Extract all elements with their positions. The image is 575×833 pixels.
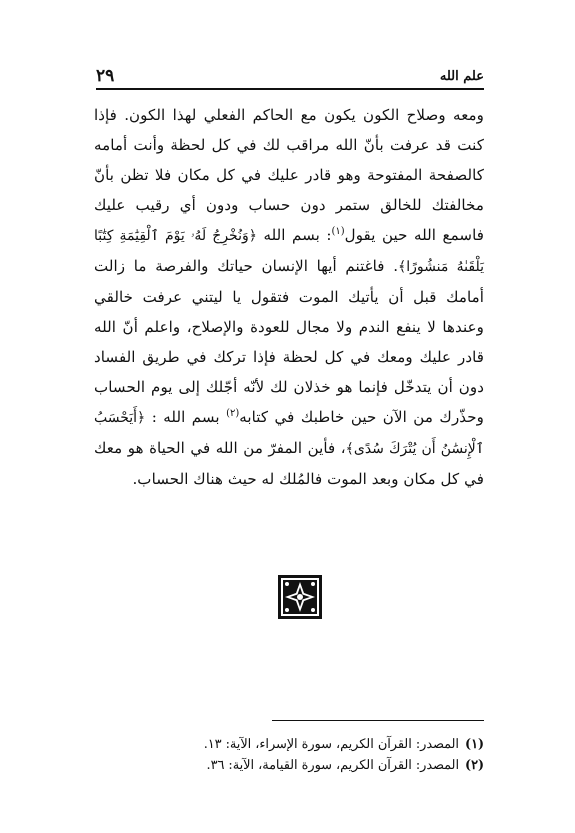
footnote-ref-2: (٢) xyxy=(226,407,240,419)
footnote-text: المصدر: القرآن الكريم، سورة القيامة، الآية: ٣٦. xyxy=(206,758,459,773)
paragraph-text-4: بسم الله : xyxy=(145,408,227,426)
paragraph-text-2: : بسم الله xyxy=(256,226,332,244)
footnote-1 xyxy=(94,734,484,755)
running-head: علم الله xyxy=(439,69,484,84)
footnote-marker: (١) xyxy=(465,737,484,752)
footnote-ref-1: (١) xyxy=(331,225,345,237)
ornament-icon xyxy=(278,575,322,619)
page-number: ٢٩ xyxy=(96,66,115,86)
footnote-2 xyxy=(94,755,484,776)
footnote-text: المصدر: القرآن الكريم، سورة الإسراء، الآية: ١٣. xyxy=(203,737,459,752)
page-header xyxy=(96,62,484,90)
paragraph-text-5: ، فأين المفرّ من الله في الحياة هو معك في كل مكان وبعد الموت فالمُلك له حيث هناك الحساب. xyxy=(94,439,484,488)
quran-verse-2: ﴿أَيَحْسَبُ ٱلْإِنسَٰنُ أَن يُتْرَكَ سُدًى﴾ xyxy=(94,410,484,457)
paragraph-text-1: ومعه وصلاح الكون يكون مع الحاكم الفعلي لهذا الكون. فإذا كنت قد عرفت بأنّ الله مراقب لك في كل لحظة وأنت أمامه كالصفحة المفتوحة وهو قادر عليك في كل مكان فلا تظن بأنّ مخالفتك للخالق ستمر دون حساب ودون أي رقيب عليك فاسمع الله حين يقول xyxy=(94,106,484,244)
quran-verse-1: ﴿وَنُخْرِجُ لَهُۥ يَوْمَ ٱلْقِيَٰمَةِ كِتَٰبًا يَلْقَىٰهُ مَنشُورًا﴾ xyxy=(94,228,484,275)
body-paragraph xyxy=(94,100,484,494)
footnotes xyxy=(94,734,484,776)
paragraph-text-3: . فاغتنم أيها الإنسان حياتك والفرصة ما زالت أمامك قبل أن يأتيك الموت فتقول يا ليتني عرفت خالقي وعندها لا ينفع الندم ولا مجال للعودة والإصلاح، واعلم أنّ الله قادر عليك ومعك في كل لحظة فإذا تركك في طريق الفساد دون أن يتدخّل فإنما هو خذلان لك لأنّه أجّلك إلى يوم الحساب وحذّرك من الآن حين خاطبك في كتابه xyxy=(94,257,484,426)
footnote-divider xyxy=(272,720,484,721)
footnote-marker: (٢) xyxy=(465,758,484,773)
